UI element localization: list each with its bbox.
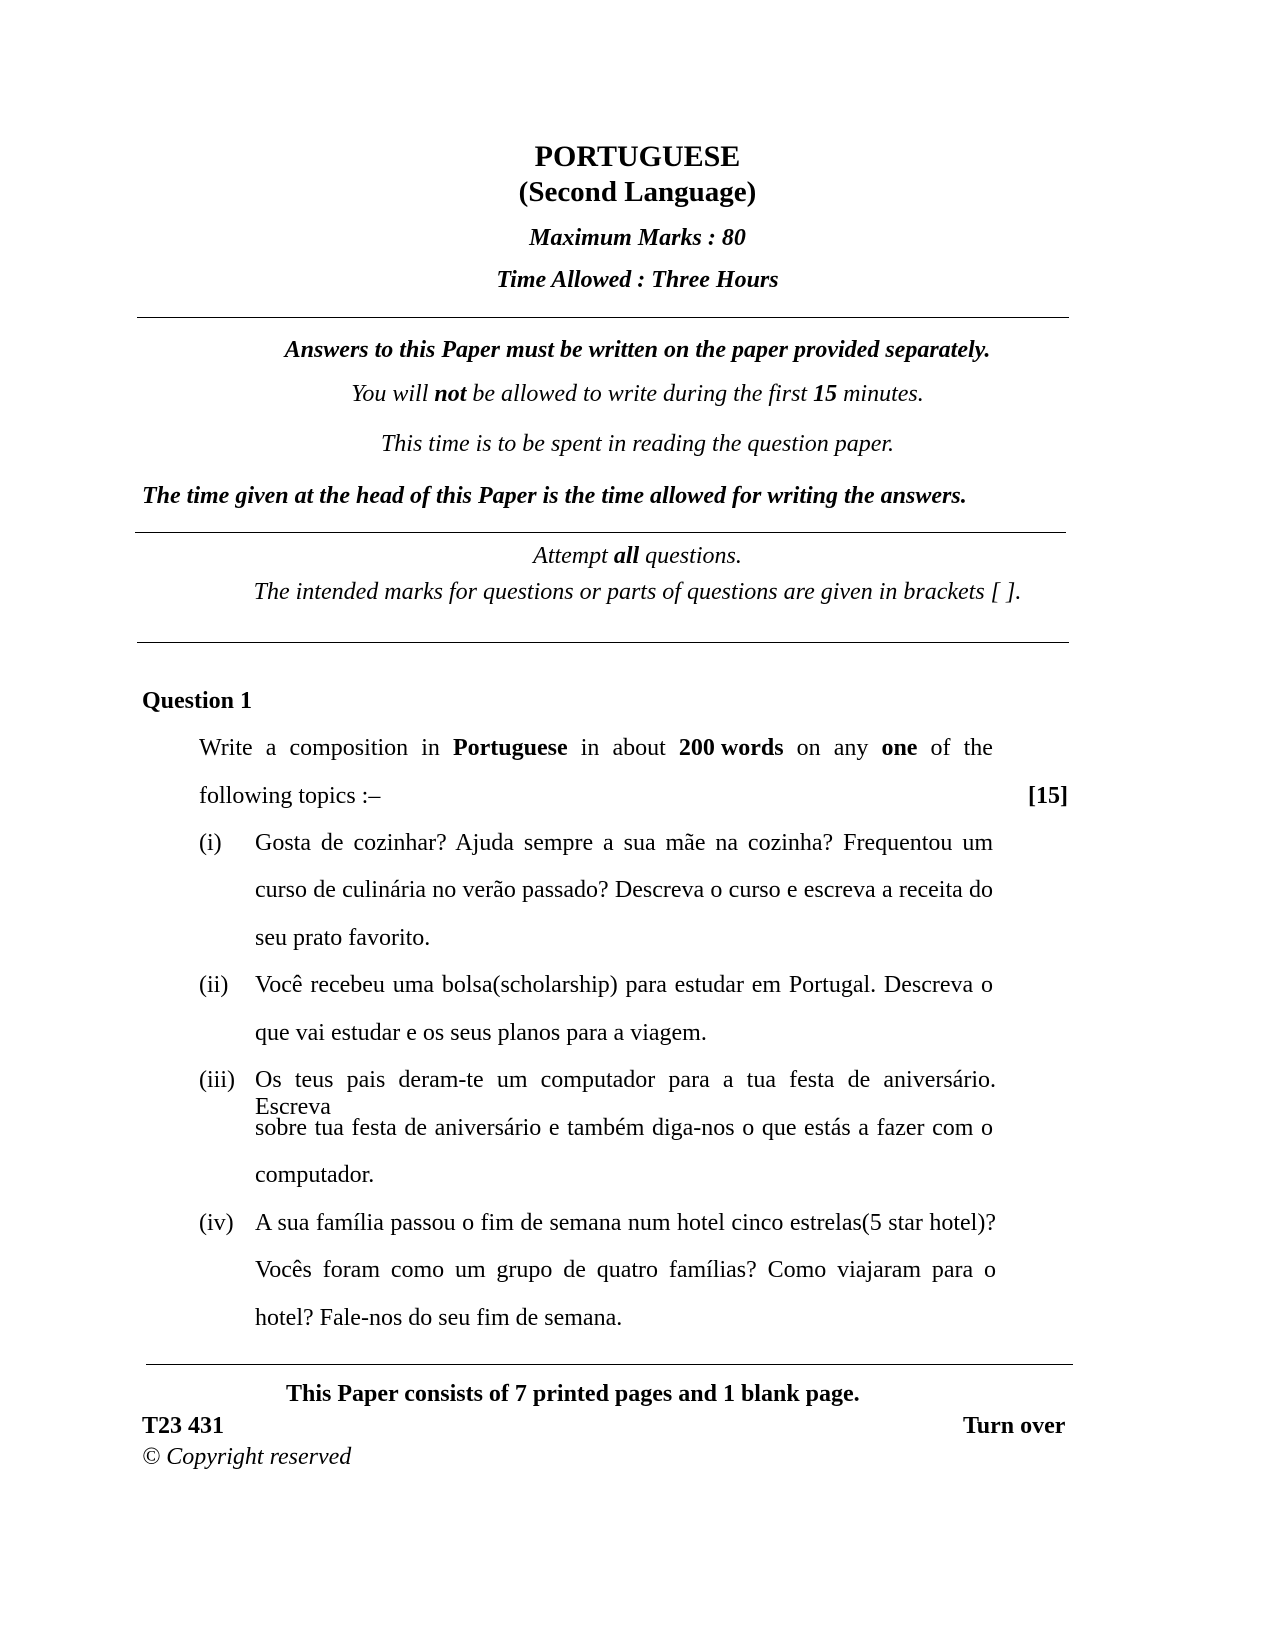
topic-line: Você recebeu uma bolsa(scholarship) para estudar em Portugal. Descreva o: [255, 972, 993, 998]
topic-line: Vocês foram como um grupo de quatro famílias? Como viajaram para o: [255, 1257, 996, 1283]
instruction-time-note: The time given at the head of this Paper is the time allowed for writing the answers.: [142, 483, 967, 509]
topic-line: Os teus pais deram-te um computador para a tua festa de aniversário. Escreva: [255, 1067, 996, 1120]
footer-divider: [146, 1364, 1073, 1365]
topic-number: (iii): [199, 1067, 235, 1093]
question-intro-line2: following topics :–: [199, 783, 381, 809]
topic-number: (i): [199, 830, 222, 856]
paper-title: PORTUGUESE: [534, 140, 741, 173]
topic-line: computador.: [255, 1162, 375, 1188]
copyright-note: © Copyright reserved: [142, 1444, 352, 1470]
topic-number: (iv): [199, 1210, 234, 1236]
topic-line: seu prato favorito.: [255, 925, 431, 951]
pages-note: This Paper consists of 7 printed pages and 1 blank page.: [286, 1381, 860, 1407]
instruction-answers: Answers to this Paper must be written on the paper provided separately.: [284, 337, 991, 363]
attempt-all: Attempt all questions.: [533, 543, 742, 569]
instruction-divider: [135, 532, 1066, 533]
topic-line: Gosta de cozinhar? Ajuda sempre a sua mãe na cozinha? Frequentou um: [255, 830, 993, 856]
question-heading: Question 1: [142, 688, 253, 714]
paper-subtitle: (Second Language): [518, 176, 757, 208]
question-marks: [15]: [1028, 783, 1068, 809]
paper-code: T23 431: [142, 1413, 225, 1439]
section-divider: [137, 642, 1069, 643]
topic-line: que vai estudar e os seus planos para a viagem.: [255, 1020, 707, 1046]
turn-over: Turn over: [963, 1413, 1066, 1439]
topic-line: sobre tua festa de aniversário e também diga-nos o que estás a fazer com o: [255, 1115, 993, 1141]
instruction-reading-note: This time is to be spent in reading the question paper.: [380, 431, 895, 457]
topic-line: curso de culinária no verão passado? Descreva o curso e escreva a receita do: [255, 877, 993, 903]
question-intro-line1: Write a composition in Portuguese in about 200 words on any one of the: [199, 735, 993, 761]
header-divider: [137, 317, 1069, 318]
topic-number: (ii): [199, 972, 229, 998]
topic-line: A sua família passou o fim de semana num hotel cinco estrelas(5 star hotel)?: [255, 1210, 996, 1236]
time-allowed: Time Allowed : Three Hours: [496, 267, 779, 293]
maximum-marks: Maximum Marks : 80: [529, 225, 746, 251]
marks-note: The intended marks for questions or parts of questions are given in brackets [ ].: [253, 579, 1022, 605]
instruction-reading-time: You will not be allowed to write during the first 15 minutes.: [351, 381, 924, 407]
topic-line: hotel? Fale-nos do seu fim de semana.: [255, 1305, 623, 1331]
